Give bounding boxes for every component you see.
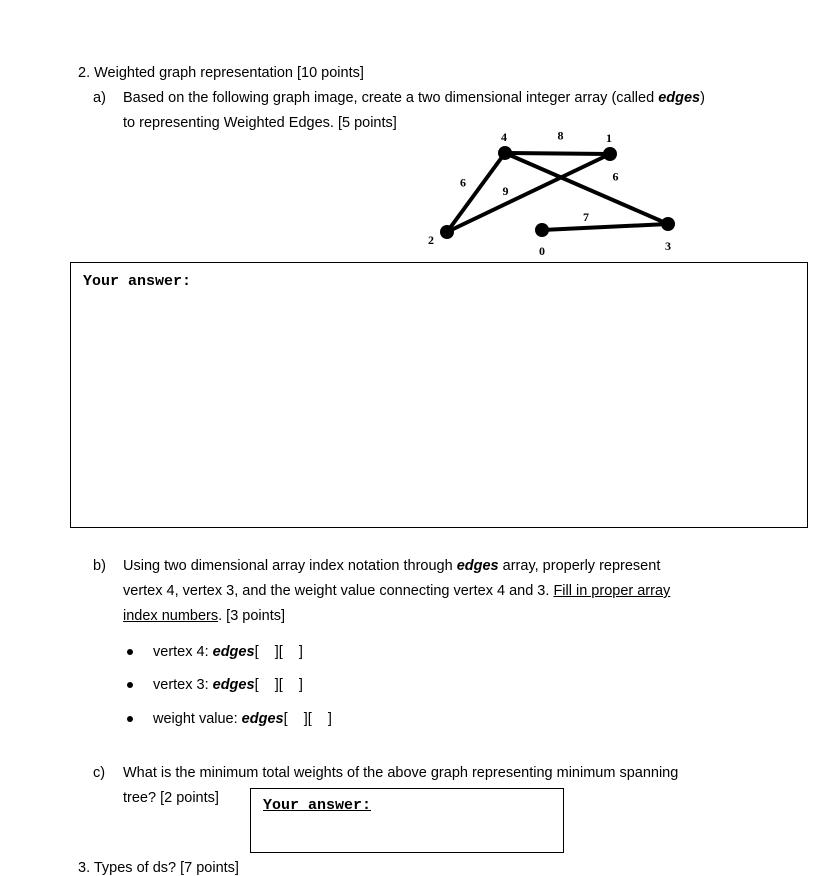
question-title: 2. Weighted graph representation [10 points] (78, 65, 364, 81)
weighted-graph (410, 118, 700, 258)
bullet-dot (127, 682, 133, 688)
graph-edge-4-1 (505, 153, 610, 154)
answer-label-c: Your answer: (263, 797, 372, 814)
graph-node-2 (440, 225, 454, 239)
part-c-label: c) (93, 765, 106, 781)
bullet-dot (127, 649, 133, 655)
bullet-vertex-3: vertex 3: edges[ ][ ] (153, 677, 303, 693)
edge-weight-label: 6 (460, 175, 466, 190)
part-a-text-line2: to representing Weighted Edges. [5 points] (123, 115, 397, 131)
graph-node-4 (498, 146, 512, 160)
part-b-label: b) (93, 558, 106, 574)
answer-box-c[interactable] (250, 788, 564, 853)
graph-node-0 (535, 223, 549, 237)
next-question-cutoff: 3. Types of ds? [7 points] (78, 860, 239, 876)
edge-weight-label: 7 (583, 210, 589, 224)
graph-node-3 (661, 217, 675, 231)
node-label: 4 (501, 130, 507, 144)
bullet-vertex-4: vertex 4: edges[ ][ ] (153, 644, 303, 660)
node-label: 2 (428, 233, 434, 247)
graph-node-1 (603, 147, 617, 161)
edge-weight-label: 9 (502, 184, 509, 198)
answer-box-a[interactable] (70, 262, 808, 528)
part-b-text-line3: index numbers. [3 points] (123, 608, 286, 624)
bullet-weight-value: weight value: edges[ ][ ] (153, 711, 332, 727)
bullet-dot (127, 716, 133, 722)
answer-label-a: Your answer: (83, 273, 192, 290)
graph-edge-0-3 (542, 224, 668, 230)
part-b-text-line2: vertex 4, vertex 3, and the weight value connecting vertex 4 and 3. Fill in proper array (123, 583, 671, 599)
part-c-text-line1: What is the minimum total weights of the above graph representing minimum spanning (123, 765, 679, 781)
node-label: 0 (539, 244, 545, 258)
part-a-text-line1: Based on the following graph image, create a two dimensional integer array (called edges) (123, 90, 705, 106)
part-c-text-line2: tree? [2 points] (123, 790, 219, 806)
part-a-label: a) (93, 90, 106, 106)
edge-weight-label: 8 (557, 128, 564, 143)
edge-weight-label: 6 (612, 169, 619, 184)
node-label: 1 (606, 131, 612, 145)
part-b-text-line1: Using two dimensional array index notation through edges array, properly represent (123, 558, 661, 574)
node-label: 3 (665, 239, 671, 253)
